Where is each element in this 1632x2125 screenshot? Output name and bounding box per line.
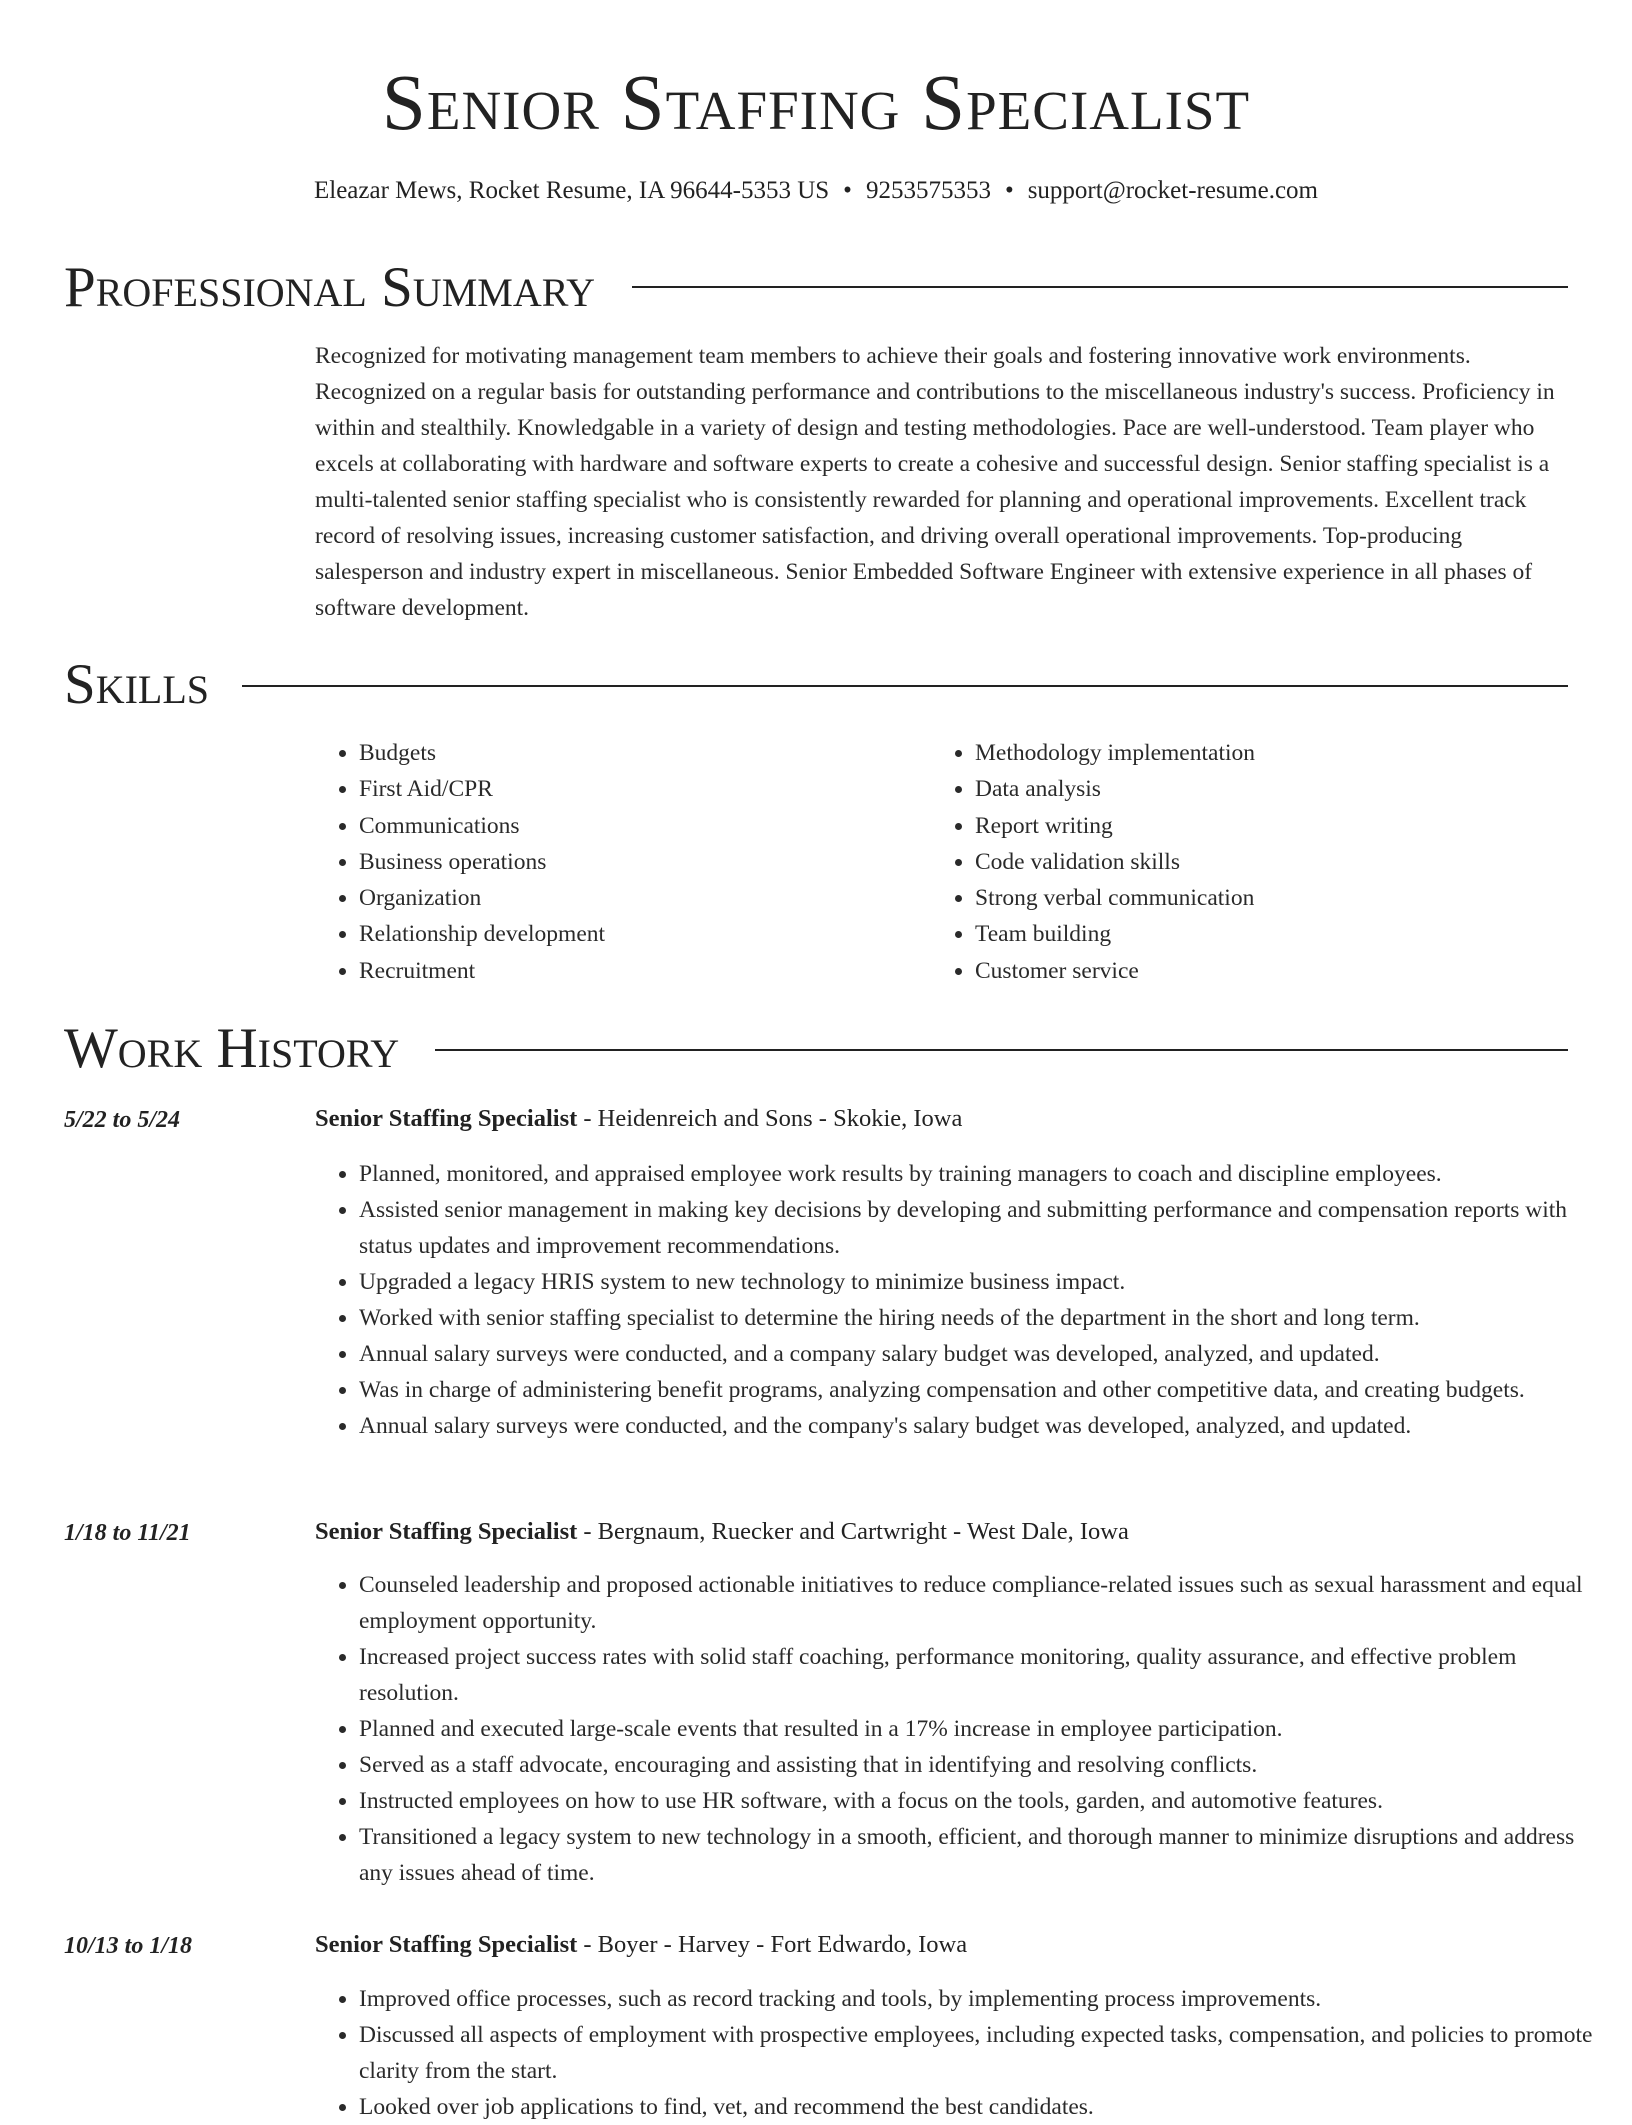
skill-item: • Organization — [359, 880, 919, 916]
job-heading — [315, 1927, 967, 1963]
skill-item: • Team building — [975, 916, 1575, 952]
job-bullet: • Looked over job applications to find, vet, and recommend the best candidates. — [359, 2089, 1614, 2125]
job-role: Senior Staffing Specialist — [315, 1105, 578, 1132]
job-bullet: • Annual salary surveys were conducted, and the company's salary budget was developed, analyzed, and updated. — [359, 1408, 1614, 1444]
skills-heading: Skills — [64, 653, 210, 716]
job-dates: 5/22 to 5/24 — [64, 1107, 181, 1133]
job-bullets — [315, 1156, 1614, 1444]
job-dates: 1/18 to 11/21 — [64, 1520, 191, 1546]
skill-item: • Communications — [359, 808, 919, 844]
contact-email[interactable]: support@rocket-resume.com — [1027, 177, 1318, 204]
summary-heading: Professional Summary — [64, 256, 596, 319]
job-employer: - Bergnaum, Ruecker and Cartwright - West Dale, Iowa — [577, 1518, 1129, 1545]
skill-item: • Relationship development — [359, 916, 919, 952]
contact-phone: 9253575353 — [865, 177, 991, 204]
skill-item: • Strong verbal communication — [975, 880, 1575, 916]
job-heading — [315, 1101, 962, 1137]
skill-item: • Methodology implementation — [975, 735, 1575, 771]
job-bullet: • Discussed all aspects of employment with prospective employees, including expected tasks, compensation, and policies to promote clarity from the start. — [359, 2017, 1614, 2089]
job-bullet: • Increased project success rates with solid staff coaching, performance monitoring, quality assurance, and effective problem resolution. — [359, 1639, 1614, 1711]
contact-separator: • — [1004, 177, 1014, 204]
job-bullet: • Served as a staff advocate, encouraging and assisting that in identifying and resolving conflicts. — [359, 1747, 1614, 1783]
job-heading — [315, 1514, 1129, 1550]
job-bullet: • Improved office processes, such as record tracking and tools, by implementing process improvements. — [359, 1981, 1614, 2017]
job-role: Senior Staffing Specialist — [315, 1931, 578, 1958]
job-bullet: • Transitioned a legacy system to new technology in a smooth, efficient, and thorough manner to minimize disruptions and address any issues ahead of time. — [359, 1819, 1614, 1891]
summary-divider — [632, 286, 1568, 288]
work-history-heading: Work History — [64, 1017, 400, 1080]
skills-list-left — [315, 735, 919, 989]
job-bullet: • Instructed employees on how to use HR software, with a focus on the tools, garden, and automotive features. — [359, 1783, 1614, 1819]
job-employer: - Heidenreich and Sons - Skokie, Iowa — [577, 1105, 963, 1132]
work-history-divider — [435, 1049, 1568, 1051]
job-dates: 10/13 to 1/18 — [64, 1933, 193, 1959]
job-employer: - Boyer - Harvey - Fort Edwardo, Iowa — [577, 1931, 968, 1958]
job-bullet: • Counseled leadership and proposed actionable initiatives to reduce compliance-related issues such as sexual harassment and equal employment opportunity. — [359, 1567, 1614, 1639]
skill-item: • Report writing — [975, 808, 1575, 844]
job-bullet: • Annual salary surveys were conducted, and a company salary budget was developed, analyzed, and updated. — [359, 1336, 1614, 1372]
skill-item: • Business operations — [359, 844, 919, 880]
job-role: Senior Staffing Specialist — [315, 1518, 578, 1545]
summary-text: Recognized for motivating management team members to achieve their goals and fostering innovative work environments. Recognized on a regular basis for outstanding performance and contributions to the miscellaneous industry's success. Proficiency in within and stealthily. Knowledgable in a variety of design and testing methodologies. Pace are well-understood. Team player who excels at collaborating with hardware and software experts to create a cohesive and successful design. Senior staffing specialist is a multi-talented senior staffing specialist who is consistently rewarded for planning and operational improvements. Excellent track record of resolving issues, increasing customer satisfaction, and driving overall operational improvements. Top-producing salesperson and industry expert in miscellaneous. Senior Embedded Software Engineer with extensive experience in all phases of software development. — [315, 343, 1555, 621]
skill-item: • Budgets — [359, 735, 919, 771]
job-bullet: • Planned, monitored, and appraised employee work results by training managers to coach and discipline employees. — [359, 1156, 1614, 1192]
skill-item: • Code validation skills — [975, 844, 1575, 880]
job-bullet: • Worked with senior staffing specialist to determine the hiring needs of the department in the short and long term. — [359, 1300, 1614, 1336]
job-bullets — [315, 1567, 1614, 1891]
skill-item: • First Aid/CPR — [359, 771, 919, 807]
job-bullet: • Upgraded a legacy HRIS system to new technology to minimize business impact. — [359, 1264, 1614, 1300]
contact-line — [0, 174, 1632, 208]
job-bullet: • Planned and executed large-scale events that resulted in a 17% increase in employee participation. — [359, 1711, 1614, 1747]
skill-item: • Recruitment — [359, 953, 919, 989]
resume-title: Senior Staffing Specialist — [381, 60, 1251, 147]
skills-list-right — [931, 735, 1575, 989]
contact-address: Eleazar Mews, Rocket Resume, IA 96644-5353 US — [313, 177, 830, 204]
contact-separator: • — [843, 177, 852, 204]
job-bullets — [315, 1981, 1614, 2125]
job-bullet: • Was in charge of administering benefit programs, analyzing compensation and other competitive data, and creating budgets. — [359, 1372, 1614, 1408]
skill-item: • Data analysis — [975, 771, 1575, 807]
skills-divider — [242, 685, 1568, 687]
job-bullet: • Assisted senior management in making key decisions by developing and submitting performance and compensation reports with status updates and improvement recommendations. — [359, 1192, 1614, 1264]
skill-item: • Customer service — [975, 953, 1575, 989]
